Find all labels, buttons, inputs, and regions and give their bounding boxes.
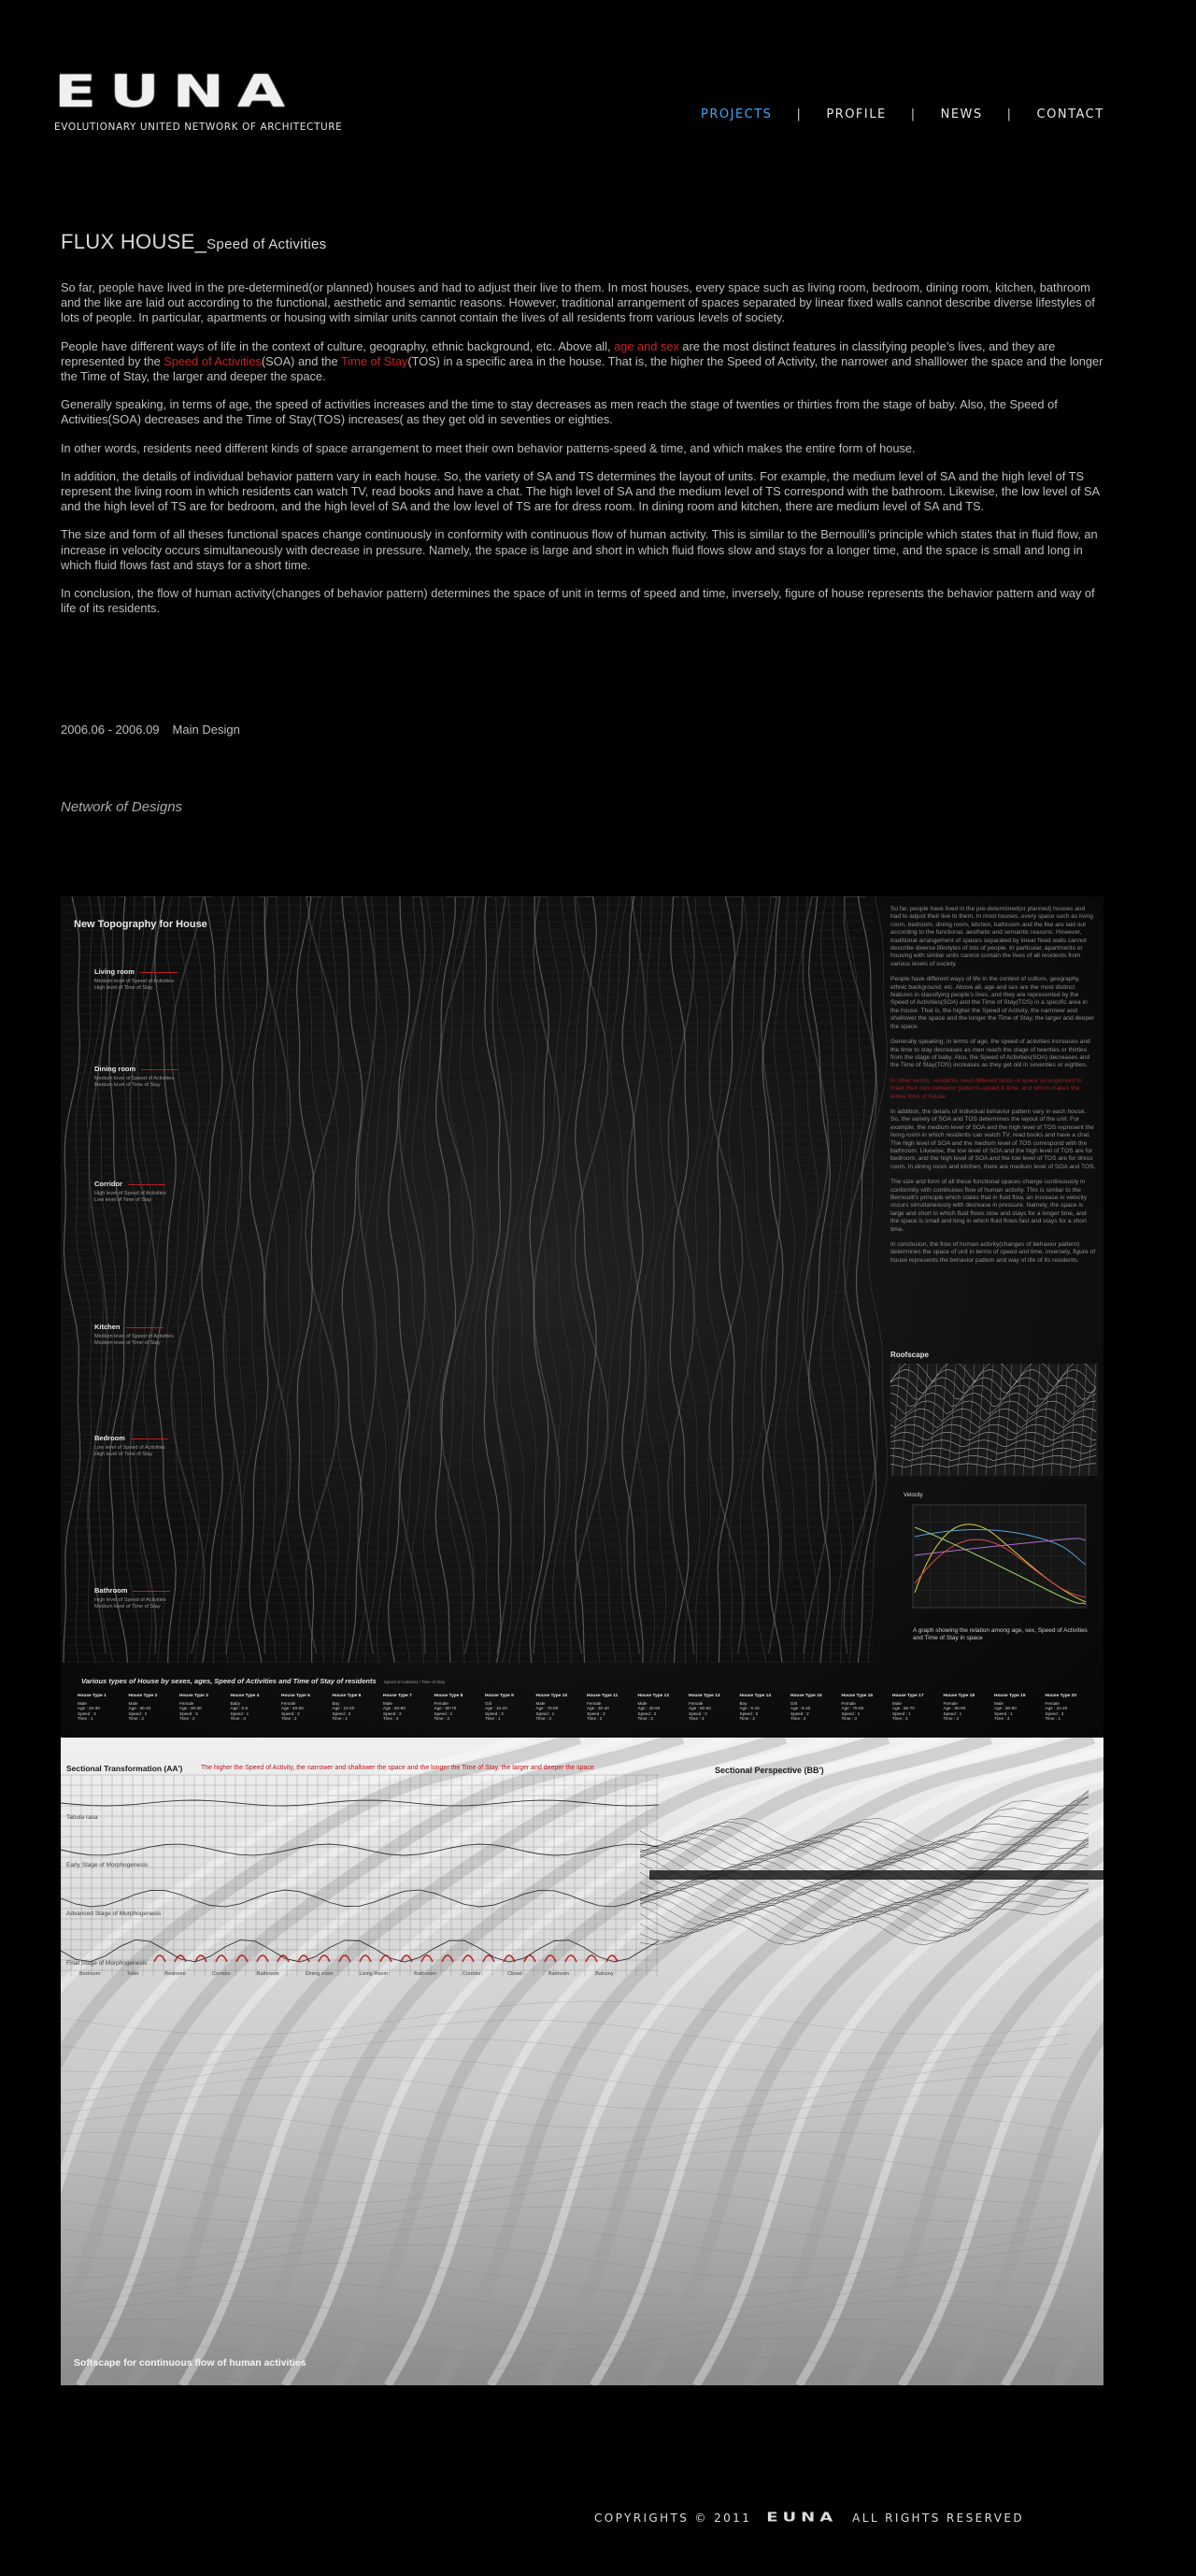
mesh-line	[412, 896, 434, 1663]
house-type-age: Age : 20-30	[179, 1706, 202, 1711]
house-type-speed: Speed : 1	[994, 1710, 1013, 1716]
section-room-label: Bedroom	[548, 1971, 570, 1977]
house-type-speed: Speed : 2	[790, 1710, 809, 1716]
room-label	[94, 1586, 170, 1610]
sectional-transformation-title: Sectional Transformation (AA')	[66, 1764, 183, 1773]
house-type-label: House Type 1	[78, 1694, 107, 1698]
footer-brand: EUNA	[766, 2510, 838, 2526]
paragraph-behavior-pattern: In addition, the details of individual behavior pattern vary in each house. So, the variety of SA and TS determines the layout of units. For example, the medium level of SA and the high level of TS represent the living room in which residents can watch TV, read books and have a chat. The high level of SA and the medium level of TS correspond with the bathroom. Likewise, the low level of SA and the high level of TS are for bedroom, and the high level of SA and the low level of TS are for dress room. In dining room and kitchen, there are medium level of SA and TS.	[61, 468, 1100, 514]
side-paragraph: So far, people have lived in the pre-determined(or planned) houses and had to adjust their live to them. In most houses, every space such as living room, bedroom, dining room, kitchen, bathroom and the like are laid out according to the functional, aesthetic and semantic reasons. However, traditional arrangement of spaces separated by linear fixed walls cannot describe diverse lifestyles of lots of people. In particular, apartments or housing with similar units cannot contain the lives of all residents from various levels of society.	[890, 906, 1093, 967]
house-type-speed: Speed : 1	[535, 1710, 555, 1716]
house-type-age: Age : 60-70	[434, 1706, 457, 1711]
house-type-label: House Type 19	[994, 1694, 1026, 1698]
project-title-main: FLUX HOUSE_	[61, 230, 207, 253]
section-room-label: Bedroom	[164, 1971, 186, 1977]
house-type-label: House Type 6	[332, 1694, 362, 1698]
roofscape-wire	[920, 1364, 928, 1476]
room-name: Living room	[94, 967, 135, 976]
house-type-sex: Boy	[739, 1700, 748, 1706]
roofscape-wire	[948, 1364, 956, 1476]
house-type-label: House Type 20	[1045, 1694, 1077, 1698]
room-name: Corridor	[94, 1180, 122, 1188]
paragraph-age-speed: Generally speaking, in terms of age, the speed of activities increases and the time to stay decreases as men reach the stage of twenties or thirties from the stage of baby. Also, the Speed of Activities(SOA) decreases and the Time of Stay(TOS) increases( as they get old in seventies or eighties.	[61, 397, 1058, 427]
mesh-line	[121, 896, 140, 1663]
mesh-line	[622, 896, 643, 1663]
section-room-label: Corridor	[211, 1971, 231, 1977]
room-name: Bathroom	[94, 1586, 128, 1595]
age-speed-graph	[904, 1499, 1090, 1621]
mesh-line	[729, 896, 748, 1663]
room-note: High level of Time of Stay	[94, 1451, 153, 1457]
text-run: (TOS) in a specific area in the house. That is, the higher the Speed of Activity, the narrower and shalllower the space and the longer the Time of Stay, the larger and deeper the space.	[61, 353, 1103, 384]
roofscape-wire	[1061, 1364, 1068, 1476]
leader-line	[128, 1184, 165, 1185]
logo[interactable]	[54, 65, 400, 133]
sectional-perspective-title: Sectional Perspective (BB')	[715, 1766, 824, 1775]
house-type-label: House Type 5	[281, 1694, 310, 1698]
logo-tagline: EVOLUTIONARY UNITED NETWORK OF ARCHITECTURE	[54, 122, 343, 133]
section-room-label: Bathroom	[414, 1971, 437, 1977]
house-type-sex: Female	[179, 1700, 194, 1706]
network-of-designs-heading: Network of Designs	[61, 799, 183, 815]
mesh-line	[786, 896, 807, 1663]
graph-axis-label: Velocity	[904, 1493, 923, 1498]
house-types-row	[78, 1694, 1096, 1722]
roofscape-wire	[1051, 1364, 1059, 1476]
main-nav	[701, 107, 1104, 122]
mesh-line	[377, 896, 398, 1663]
house-type-sex: Baby	[230, 1700, 240, 1706]
house-type-time: Time : 3	[230, 1716, 246, 1722]
house-type-sex: Male	[128, 1700, 138, 1706]
mesh-line	[610, 896, 632, 1663]
house-type-time: Time : 3	[892, 1716, 908, 1722]
house-type-card	[333, 1694, 384, 1722]
paragraph-bernoulli: The size and form of all theses functional spaces change continuously in conformity with continuous flow of human activity. This is similar to the Bernoulli’s principle which states that in fluid flow, an increase in velocity occurs simultaneously with decrease in pressure. Namely, the space is large and short in which fluid flows slow and stays for a longer time, and the space is small and long in which fluid flows fast and stays for a short time.	[61, 527, 1098, 572]
nav-news[interactable]: NEWS	[940, 107, 983, 122]
mesh-line	[109, 896, 128, 1663]
mesh-line	[774, 896, 794, 1663]
house-type-label: House Type 4	[230, 1694, 260, 1698]
nav-projects[interactable]: PROJECTS	[701, 107, 773, 122]
house-type-age: Age : 50-60	[689, 1706, 711, 1711]
room-name: Kitchen	[94, 1323, 121, 1331]
house-type-speed: Speed : 3	[332, 1710, 351, 1716]
leader-line	[126, 1327, 164, 1328]
house-type-age: Age : 80-90	[994, 1706, 1017, 1711]
side-paragraph: In other words, residents need different kinds of space arrangement to meet their own behavior patterns-speed & time, and which makes the entire form of house.	[890, 1077, 1082, 1100]
house-type-label: House Type 9	[485, 1694, 514, 1698]
mesh-line	[190, 896, 210, 1663]
footer-rights: ALL RIGHTS RESERVED	[852, 2511, 1024, 2525]
leader-line	[140, 972, 178, 973]
house-type-sex: Female	[587, 1700, 602, 1706]
logo-wordmark: EUNA	[54, 65, 298, 118]
mesh-line	[670, 896, 689, 1663]
section-room-label: Bathroom	[256, 1971, 279, 1977]
house-type-label: House Type 7	[383, 1694, 412, 1698]
leader-line	[133, 1591, 170, 1592]
roofscape-wire	[1089, 1364, 1096, 1476]
house-type-time: Time : 3	[994, 1716, 1010, 1722]
house-type-time: Time : 1	[485, 1716, 501, 1722]
period-dates: 2006.06 - 2006.09	[61, 723, 160, 737]
roofscape-wire	[890, 1432, 1096, 1440]
house-type-card	[689, 1694, 740, 1722]
house-type-sex: Male	[994, 1700, 1004, 1706]
house-type-label: House Type 3	[179, 1694, 208, 1698]
room-name: Bedroom	[94, 1434, 125, 1442]
mesh-line	[389, 896, 410, 1663]
house-type-card	[434, 1694, 486, 1722]
house-type-label: House Type 15	[790, 1694, 822, 1698]
house-type-sex: Female	[689, 1700, 704, 1706]
house-type-sex: Female	[1045, 1700, 1060, 1706]
room-name: Dining room	[94, 1065, 136, 1073]
house-type-card	[179, 1694, 231, 1722]
roofscape-wire	[890, 1417, 1096, 1428]
text-run: People have different ways of life in the context of culture, geography, ethnic background, etc. Above all,	[61, 338, 615, 353]
house-type-sex: Boy	[332, 1700, 340, 1706]
house-type-time: Time : 2	[128, 1716, 144, 1722]
house-type-time: Time : 2	[790, 1716, 806, 1722]
house-type-age: Age : 80-90	[943, 1706, 966, 1711]
house-type-label: House Type 8	[434, 1694, 463, 1698]
house-type-label: House Type 11	[587, 1694, 619, 1698]
side-paragraph: In conclusion, the flow of human activity(changes of behavior pattern) determines the space of unit in terms of speed and time, inversely, figure of house represents the behavior pattern and way of life of its residents.	[890, 1241, 1096, 1264]
room-label	[94, 1434, 168, 1457]
room-note: High level of Speed of Activities	[94, 1191, 166, 1196]
stage-label: Final Stage of Morphogenesis	[66, 1960, 148, 1967]
mesh-line	[809, 896, 831, 1663]
room-label	[94, 1180, 166, 1203]
roofscape-wire	[890, 1440, 1096, 1447]
house-type-time: Time : 1	[78, 1716, 93, 1722]
house-type-age: Age : 70-80	[535, 1706, 559, 1711]
paragraph-conclusion: In conclusion, the flow of human activity(changes of behavior pattern) determines the space of unit in terms of speed and time, inversely, figure of house represents the behavior pattern and way of life of its residents.	[61, 586, 1095, 616]
mesh-line	[166, 896, 188, 1663]
roofscape-label: Roofscape	[890, 1351, 929, 1359]
house-type-card	[740, 1694, 791, 1722]
sectional-transformation-desc: The higher the Speed of Activity, the narrower and shallower the space and the longer the Time of Stay, the larger and deeper the space	[201, 1765, 594, 1771]
mesh-line	[552, 896, 573, 1663]
paragraph-intro: So far, people have lived in the pre-determined(or planned) houses and had to adjust their live to them. In most houses, every space such as living room, bedroom, dining room, kitchen, bathroom and the like are laid out according to the functional, aesthetic and semantic reasons. However, traditional arrangement of spaces separated by linear fixed walls cannot describe diverse lifestyles of lots of people. In particular, apartments or housing with similar units cannot contain the lives of all residents from various levels of society.	[61, 280, 1095, 325]
house-type-time: Time : 2	[281, 1716, 297, 1722]
room-label	[94, 1323, 174, 1346]
house-type-time: Time : 1	[1045, 1716, 1061, 1722]
footer	[594, 2508, 1024, 2527]
nav-profile[interactable]: PROFILE	[826, 107, 887, 122]
house-type-sex: Male	[892, 1700, 902, 1706]
side-paragraph: People have different ways of life in the context of culture, geography, ethnic background, etc. Above all, age and sex are the most distinct features in classifying people's lives, and they are represented by the Speed of Activities(SOA) and the Time of Stay(TOS) in a specific area in the house. That is, the higher the Speed of Activity, the narrower and shallower the space and the longer the Time of Stay, the larger and deeper the space.	[890, 976, 1094, 1030]
house-type-card	[790, 1694, 842, 1722]
house-type-time: Time : 3	[535, 1716, 551, 1722]
section-room-label: Dining room	[305, 1971, 334, 1977]
house-type-label: House Type 17	[892, 1694, 924, 1698]
mesh-line	[519, 896, 537, 1663]
room-note: Medium level of Speed of Activities	[94, 979, 174, 984]
side-paragraph: In addition, the details of individual behavior pattern vary in each house. So, the variety of SOA and TOS determines the layout of the unit. For example, the medium level of SOA and the high level of TOS represent the living room in which residents can watch TV, read books and have a chat. The high level of SOA and the medium level of TOS correspond with the bathroom. Likewise, the low level of SOA and the high level of TOS are for bedroom, and the high level of SOA and the low level of TOS are for dress room. In dining room and kitchen, there are medium level of SOA and TOS.	[890, 1108, 1096, 1170]
house-type-time: Time : 3	[434, 1716, 449, 1722]
highlight-age-sex: age and sex	[614, 338, 679, 353]
house-type-speed: Speed : 3	[485, 1710, 504, 1716]
text-run: are the most distinct features in classifying people’s lives, and they are represented by the	[61, 338, 1056, 368]
house-type-age: Age : 40-50	[281, 1706, 304, 1711]
highlight-speed-of-activities: Speed of Activities	[164, 353, 262, 368]
mesh-line	[634, 896, 655, 1663]
perspective-slab	[649, 1870, 1103, 1880]
roofscape-wire	[1032, 1364, 1040, 1476]
house-type-speed: Speed : 2	[689, 1710, 707, 1716]
roofscape-wire	[890, 1409, 1096, 1422]
house-type-time: Time : 1	[332, 1716, 348, 1722]
softscape-caption: Softscape for continuous flow of human activities	[74, 2357, 306, 2368]
house-type-card	[281, 1694, 333, 1722]
mesh-line	[472, 896, 490, 1663]
mesh-line	[64, 896, 80, 1663]
house-type-speed: Speed : 2	[281, 1710, 300, 1716]
house-type-time: Time : 3	[689, 1716, 705, 1722]
house-type-time: Time : 2	[739, 1716, 755, 1722]
leader-line	[141, 1069, 178, 1070]
paragraph-age-sex	[61, 339, 1107, 385]
house-type-card	[231, 1694, 282, 1722]
text-run: (SOA) and the	[261, 353, 341, 368]
roofscape-wire	[1004, 1364, 1012, 1476]
house-type-sex: Female	[434, 1700, 448, 1706]
house-type-card	[129, 1694, 180, 1722]
room-note: High level of Speed of Activities	[94, 1597, 166, 1603]
house-type-age: Age : 30-40	[128, 1706, 151, 1711]
house-type-card	[78, 1694, 129, 1722]
room-note: Low level of Time of Stay	[94, 1196, 152, 1203]
house-type-label: House Type 12	[637, 1694, 670, 1698]
period-role: Main Design	[172, 723, 240, 737]
house-type-sex: Male	[637, 1700, 648, 1706]
section-room-label: Closet	[507, 1971, 522, 1977]
softscape-terrain	[61, 1738, 1103, 2385]
stage-label: Tabula rasa	[66, 1814, 98, 1821]
house-type-speed: Speed : 1	[943, 1710, 962, 1716]
house-type-label: House Type 16	[841, 1694, 874, 1698]
house-type-label: House Type 14	[739, 1694, 772, 1698]
project-title	[61, 230, 1107, 254]
house-type-age: Age : 30-40	[587, 1706, 609, 1711]
house-type-age: Age : 70-80	[841, 1706, 864, 1711]
footer-copyright: COPYRIGHTS © 2011	[594, 2511, 752, 2525]
room-note: Medium level of Time of Stay	[94, 1603, 161, 1610]
house-type-speed: Speed : 2	[128, 1710, 148, 1716]
stage-label: Advanced Stage of Morphogenesis	[66, 1911, 162, 1917]
house-type-speed: Speed : 2	[587, 1710, 605, 1716]
room-note: Medium level of Speed of Activities	[94, 1076, 174, 1081]
room-note: High level of Time of Stay	[94, 984, 153, 991]
house-type-age: Age : 0-5	[230, 1706, 249, 1711]
house-type-age: Age : 5-10	[790, 1706, 811, 1711]
house-type-card	[1046, 1694, 1097, 1722]
house-type-age: Age : 10-20	[332, 1706, 355, 1711]
house-type-speed: Speed : 2	[637, 1710, 657, 1716]
mesh-line	[530, 896, 549, 1663]
mesh-line	[833, 896, 854, 1663]
house-type-sex: Female	[841, 1700, 856, 1706]
house-type-sex: Male	[535, 1700, 546, 1706]
house-type-sex: Female	[281, 1700, 296, 1706]
room-label	[94, 967, 178, 991]
mesh-line	[132, 896, 152, 1663]
roofscape-wire	[958, 1364, 965, 1476]
house-type-speed: Speed : 1	[892, 1710, 911, 1716]
house-type-sex: Male	[78, 1700, 87, 1706]
house-type-card	[944, 1694, 995, 1722]
house-type-card	[383, 1694, 434, 1722]
house-type-time: Time : 3	[841, 1716, 857, 1722]
mesh-line	[353, 896, 374, 1663]
section-room-label: Living Room	[359, 1971, 389, 1977]
house-types-title-text: Various types of House by sexes, ages, Speed of Activities and Time of Stay of residents	[81, 1677, 377, 1685]
project-article	[61, 230, 1107, 616]
house-type-label: House Type 2	[128, 1694, 158, 1698]
house-type-speed: Speed : 3	[78, 1710, 96, 1716]
side-paragraph: Generally speaking, in terms of age, the speed of activities increases and the time to stay decreases as men reach the stage of twenties or thirties from the stage of baby. Also, the Speed of Activities(SOA) decreases and the Time of Stay(TOS) increases as they get old in seventies or eighties.	[890, 1038, 1090, 1069]
house-type-label: House Type 10	[535, 1694, 568, 1698]
roofscape-wire	[976, 1364, 984, 1476]
room-note: Medium level of Time of Stay	[94, 1081, 161, 1088]
project-period	[61, 723, 253, 737]
house-type-card	[638, 1694, 690, 1722]
nav-contact[interactable]: CONTACT	[1036, 107, 1104, 122]
topography-panel	[61, 896, 1103, 1738]
section-room-label: Bedroom	[79, 1971, 101, 1977]
house-type-card	[892, 1694, 944, 1722]
house-type-card	[994, 1694, 1046, 1722]
house-type-card	[485, 1694, 536, 1722]
section-rooms-row	[66, 1971, 627, 1977]
mesh-line	[448, 896, 467, 1663]
mesh-line	[496, 896, 513, 1663]
room-note: Low level of Speed of Activities	[94, 1445, 165, 1451]
house-type-time: Time : 2	[637, 1716, 653, 1722]
roofscape-wire	[890, 1448, 1096, 1453]
mesh-line	[400, 896, 421, 1663]
mesh-line	[599, 896, 620, 1663]
house-type-speed: Speed : 3	[1045, 1710, 1064, 1716]
nav-separator: |	[796, 107, 803, 122]
house-type-sex: Female	[943, 1700, 958, 1706]
mesh-line	[202, 896, 223, 1663]
house-type-speed: Speed : 2	[383, 1710, 402, 1716]
house-type-speed: Speed : 3	[179, 1710, 198, 1716]
nav-separator: |	[910, 107, 917, 122]
house-type-sex: Girl	[790, 1700, 798, 1706]
mesh-line	[342, 896, 363, 1663]
softscape-panel	[61, 1738, 1103, 2385]
house-type-sex: Male	[383, 1700, 392, 1706]
house-type-age: Age : 5-10	[739, 1706, 760, 1711]
house-type-speed: Speed : 1	[434, 1710, 453, 1716]
house-type-speed: Speed : 1	[230, 1710, 249, 1716]
house-type-age: Age : 10-20	[1045, 1706, 1068, 1711]
house-type-age: Age : 20-30	[78, 1706, 100, 1711]
house-type-time: Time : 3	[943, 1716, 959, 1722]
mesh-line	[155, 896, 176, 1663]
roofscape-wire	[1042, 1364, 1049, 1476]
house-type-age: Age : 60-70	[892, 1706, 915, 1711]
house-type-card	[587, 1694, 638, 1722]
house-type-time: Time : 3	[383, 1716, 399, 1722]
section-room-label: Balcony	[595, 1971, 614, 1977]
panel-side-text	[890, 906, 1096, 1272]
nav-separator: |	[1006, 107, 1013, 122]
mesh-line	[857, 896, 876, 1663]
house-type-time: Time : 2	[587, 1716, 603, 1722]
house-type-time: Time : 2	[179, 1716, 195, 1722]
house-type-card	[842, 1694, 893, 1722]
section-room-label: Toilet	[126, 1971, 139, 1977]
house-type-speed: Speed : 2	[739, 1710, 759, 1716]
house-types-title	[81, 1677, 445, 1685]
panel-title: New Topography for House	[74, 919, 207, 930]
house-type-age: Age : 50-60	[383, 1706, 406, 1711]
house-type-speed: Speed : 1	[841, 1710, 861, 1716]
house-type-label: House Type 18	[943, 1694, 975, 1698]
section-room-label: Corridor	[463, 1971, 481, 1977]
graph-caption: A graph showing the relation among age, sex, Speed of Activities and Time of Stay in space	[913, 1627, 1088, 1641]
highlight-time-of-stay: Time of Stay	[340, 353, 408, 368]
house-type-card	[536, 1694, 588, 1722]
house-type-label: House Type 13	[689, 1694, 720, 1698]
house-type-sex: Girl	[485, 1700, 492, 1706]
project-subtitle: Speed of Activities	[206, 236, 327, 252]
room-note: Medium level of Time of Stay	[94, 1339, 161, 1346]
room-note: Medium level of Speed of Activities	[94, 1334, 174, 1339]
paragraph-arrangement: In other words, residents need different kinds of space arrangement to meet their own behavior patterns-speed & time, and which makes the entire form of house.	[61, 440, 916, 455]
side-paragraph: The size and form of all these functional spaces change continuously in conformity with continuous flow of human activity. This is similar to the Bernoulli's principle which states that in fluid flow, an increase in velocity occurs simultaneously with decrease in pressure. Namely, the space is large and short in which fluid flows slow and stays for a longer time, and the space is small and long in which fluid flows fast and stays for a short time.	[890, 1179, 1088, 1233]
house-type-age: Age : 10-20	[485, 1706, 507, 1711]
house-type-age: Age : 40-50	[637, 1706, 661, 1711]
leader-line	[131, 1438, 168, 1439]
stage-label: Early Stage of Morphogenesis	[66, 1862, 149, 1868]
house-types-note: Speed of Activities / Time of Stay	[383, 1680, 446, 1684]
roofscape-image	[890, 1364, 1098, 1476]
room-label	[94, 1065, 178, 1088]
